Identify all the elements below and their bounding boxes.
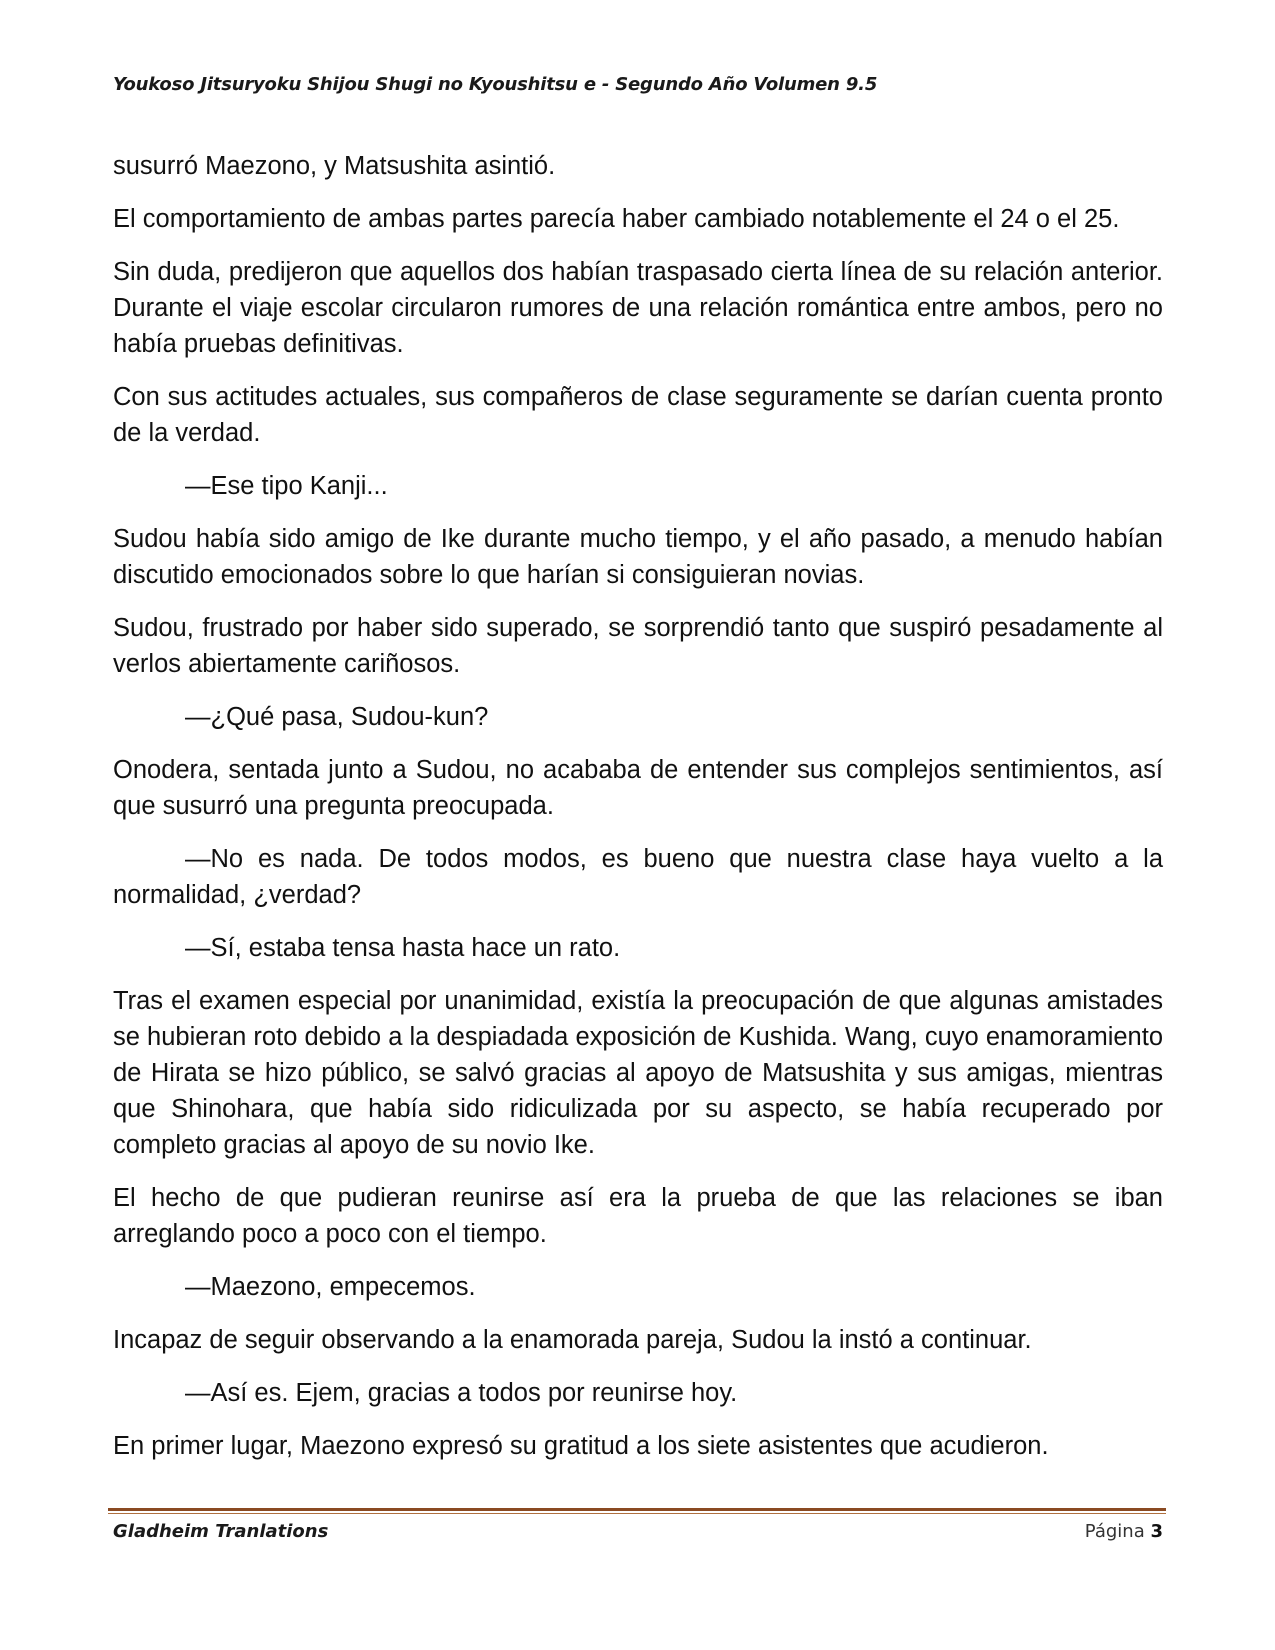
paragraph: El hecho de que pudieran reunirse así era la prueba de que las relaciones se iban arreglando poco a poco con el tiempo. bbox=[113, 1184, 1163, 1248]
dialogue-line: —¿Qué pasa, Sudou-kun? bbox=[185, 703, 489, 731]
page-number-value: 3 bbox=[1150, 1521, 1163, 1542]
footer-divider-thin bbox=[108, 1513, 1166, 1514]
dialogue-line: —Así es. Ejem, gracias a todos por reunirse hoy. bbox=[185, 1379, 738, 1407]
dialogue-line: —No es nada. De todos modos, es bueno que nuestra clase haya vuelto a la normalidad, ¿verdad? bbox=[113, 845, 1163, 909]
dialogue-line: —Maezono, empecemos. bbox=[185, 1273, 476, 1301]
paragraph: Onodera, sentada junto a Sudou, no acababa de entender sus complejos sentimientos, así que susurró una pregunta preocupada. bbox=[113, 756, 1163, 820]
paragraph: Sudou, frustrado por haber sido superado, se sorprendió tanto que suspiró pesadamente al verlos abiertamente cariñosos. bbox=[113, 614, 1163, 678]
dialogue-line: —Ese tipo Kanji... bbox=[185, 472, 388, 500]
paragraph: Tras el examen especial por unanimidad, existía la preocupación de que algunas amistades se hubieran roto debido a la despiadada exposición de Kushida. Wang, cuyo enamoramiento de Hirata se hizo público, se salvó gracias al apoyo de Matsushita y sus amigas, mientras que Shinohara, que había sido ridiculizada por su aspecto, se había recuperado por completo gracias al apoyo de su novio Ike. bbox=[113, 987, 1163, 1159]
paragraph: En primer lugar, Maezono expresó su gratitud a los siete asistentes que acudieron. bbox=[113, 1432, 1049, 1460]
paragraph: Con sus actitudes actuales, sus compañeros de clase seguramente se darían cuenta pronto de la verdad. bbox=[113, 383, 1163, 447]
running-header: Youkoso Jitsuryoku Shijou Shugi no Kyoushitsu e - Segundo Año Volumen 9.5 bbox=[113, 74, 878, 95]
paragraph: Incapaz de seguir observando a la enamorada pareja, Sudou la instó a continuar. bbox=[113, 1326, 1032, 1354]
paragraph: Sin duda, predijeron que aquellos dos habían traspasado cierta línea de su relación anterior. Durante el viaje escolar circularon rumores de una relación romántica entre ambos, pero no había pruebas definitivas. bbox=[113, 258, 1163, 358]
paragraph: Sudou había sido amigo de Ike durante mucho tiempo, y el año pasado, a menudo habían discutido emocionados sobre lo que harían si consiguieran novias. bbox=[113, 525, 1163, 589]
paragraph: susurró Maezono, y Matsushita asintió. bbox=[113, 152, 556, 180]
translator-credit: Gladheim Tranlations bbox=[113, 1521, 329, 1542]
page-label: Página bbox=[1084, 1521, 1145, 1542]
paragraph: El comportamiento de ambas partes parecía haber cambiado notablemente el 24 o el 25. bbox=[113, 205, 1120, 233]
footer-divider bbox=[108, 1508, 1166, 1511]
body-text bbox=[113, 148, 1163, 1481]
page-number bbox=[1085, 1521, 1163, 1542]
dialogue-line: —Sí, estaba tensa hasta hace un rato. bbox=[185, 934, 621, 962]
